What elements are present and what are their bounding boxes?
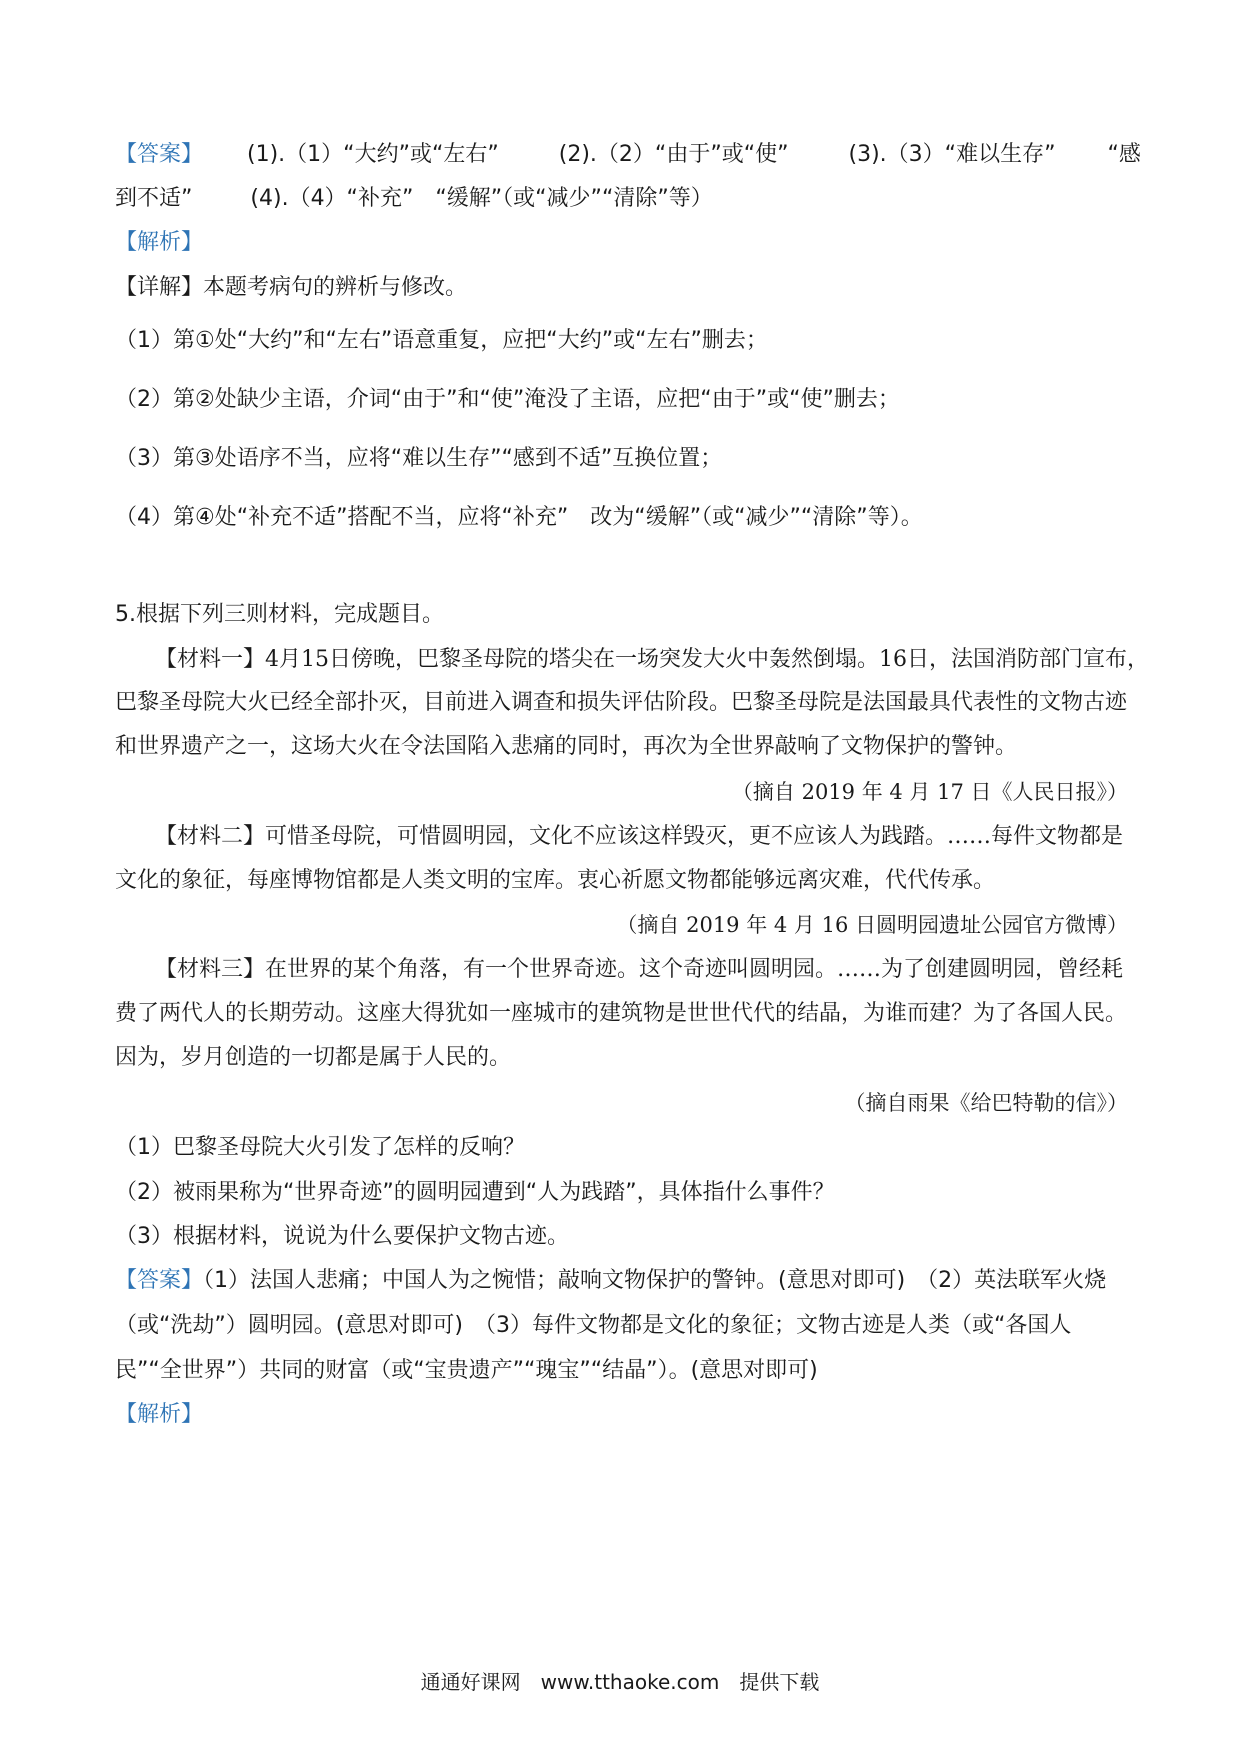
q5-material-2-line-2: 文化的象征，每座博物馆都是人类文明的宝库。衷心祈愿文物都能够远离灾难，代代传承。	[115, 868, 996, 893]
q4-answer-4: (4).（4）“补充” “缓解”（或“减少”“清除”等）	[250, 186, 713, 211]
q5-material-1-source: （摘自 2019 年 4 月 17 日《人民日报》）	[731, 780, 1128, 804]
q4-answer-line-2	[115, 184, 713, 214]
q5-material-3-line-2: 费了两代人的长期劳动。这座大得犹如一座城市的建筑物是世世代代的结晶，为谁而建？为了各国人民。	[115, 1001, 1128, 1026]
q4-answer-3a: (3).（3）“难以生存”	[848, 142, 1056, 167]
q5-material-3-line-1: 【材料三】在世界的某个角落，有一个世界奇迹。这个奇迹叫圆明园。……为了创建圆明园，曾经耗	[155, 957, 1124, 982]
q5-material-2-source: （摘自 2019 年 4 月 16 日圆明园遗址公园官方微博）	[616, 913, 1128, 937]
q4-point-3: （3）第③处语序不当，应将“难以生存”“感到不适”互换位置；	[115, 446, 723, 471]
q5-material-1-line-1: 【材料一】4月15日傍晚，巴黎圣母院的塔尖在一场突发大火中轰然倒塌。16日，法国消防部门宣布，	[155, 647, 1149, 672]
q5-answer-line-3: 民”“全世界”）共同的财富（或“宝贵遗产”“瑰宝”“结晶”）。(意思对即可)	[115, 1358, 818, 1383]
q5-answer-label: 【答案】	[115, 1268, 204, 1293]
q5-analysis-label: 【解析】	[115, 1402, 204, 1427]
q5-title: 5.根据下列三则材料，完成题目。	[115, 602, 444, 627]
q5-question-2: （2）被雨果称为“世界奇迹”的圆明园遭到“人为践踏”，具体指什么事件？	[115, 1180, 835, 1205]
q4-answer-2: (2).（2）“由于”或“使”	[558, 142, 789, 167]
q5-question-3: （3）根据材料，说说为什么要保护文物古迹。	[115, 1224, 569, 1249]
q4-answer-3c: 到不适”	[115, 186, 193, 211]
q5-answer-line-2: （或“洗劫”）圆明园。(意思对即可) （3）每件文物都是文化的象征；文物古迹是人类（或“各国人	[115, 1313, 1072, 1338]
page-footer: 通通好课网 www.tthaoke.com 提供下载	[420, 1670, 820, 1694]
q4-answer-label: 【答案】	[115, 142, 204, 167]
q4-answer-line-1	[115, 140, 1141, 170]
q4-point-4: （4）第④处“补充不适”搭配不当，应将“补充” 改为“缓解”（或“减少”“清除”等）。	[115, 505, 923, 530]
q4-answer-3b: “感	[1107, 142, 1141, 167]
q4-point-1: （1）第①处“大约”和“左右”语意重复，应把“大约”或“左右”删去；	[115, 328, 768, 353]
q4-answer-1: (1).（1）“大约”或“左右”	[247, 142, 499, 167]
q5-material-2-line-1: 【材料二】可惜圣母院，可惜圆明园，文化不应该这样毁灭，更不应该人为践踏。……每件文物都是	[155, 824, 1124, 849]
q5-material-3-line-3: 因为，岁月创造的一切都是属于人民的。	[115, 1045, 512, 1070]
q4-detail: 【详解】本题考病句的辨析与修改。	[115, 275, 468, 300]
q4-point-2: （2）第②处缺少主语，介词“由于”和“使”淹没了主语，应把“由于”或“使”删去；	[115, 387, 900, 412]
q5-material-1-line-3: 和世界遗产之一，这场大火在令法国陷入悲痛的同时，再次为全世界敲响了文物保护的警钟。	[115, 734, 1018, 759]
q4-analysis-label: 【解析】	[115, 230, 204, 255]
q5-material-1-line-2: 巴黎圣母院大火已经全部扑灭，目前进入调查和损失评估阶段。巴黎圣母院是法国最具代表性的文物古迹	[115, 690, 1128, 715]
q5-answer-line-1	[115, 1266, 1106, 1296]
q5-material-3-source: （摘自雨果《给巴特勒的信》）	[844, 1091, 1128, 1115]
q5-question-1: （1）巴黎圣母院大火引发了怎样的反响？	[115, 1135, 525, 1160]
q5-answer-text-1: （1）法国人悲痛；中国人为之惋惜；敲响文物保护的警钟。(意思对即可) （2）英法联军火烧	[203, 1268, 1107, 1293]
